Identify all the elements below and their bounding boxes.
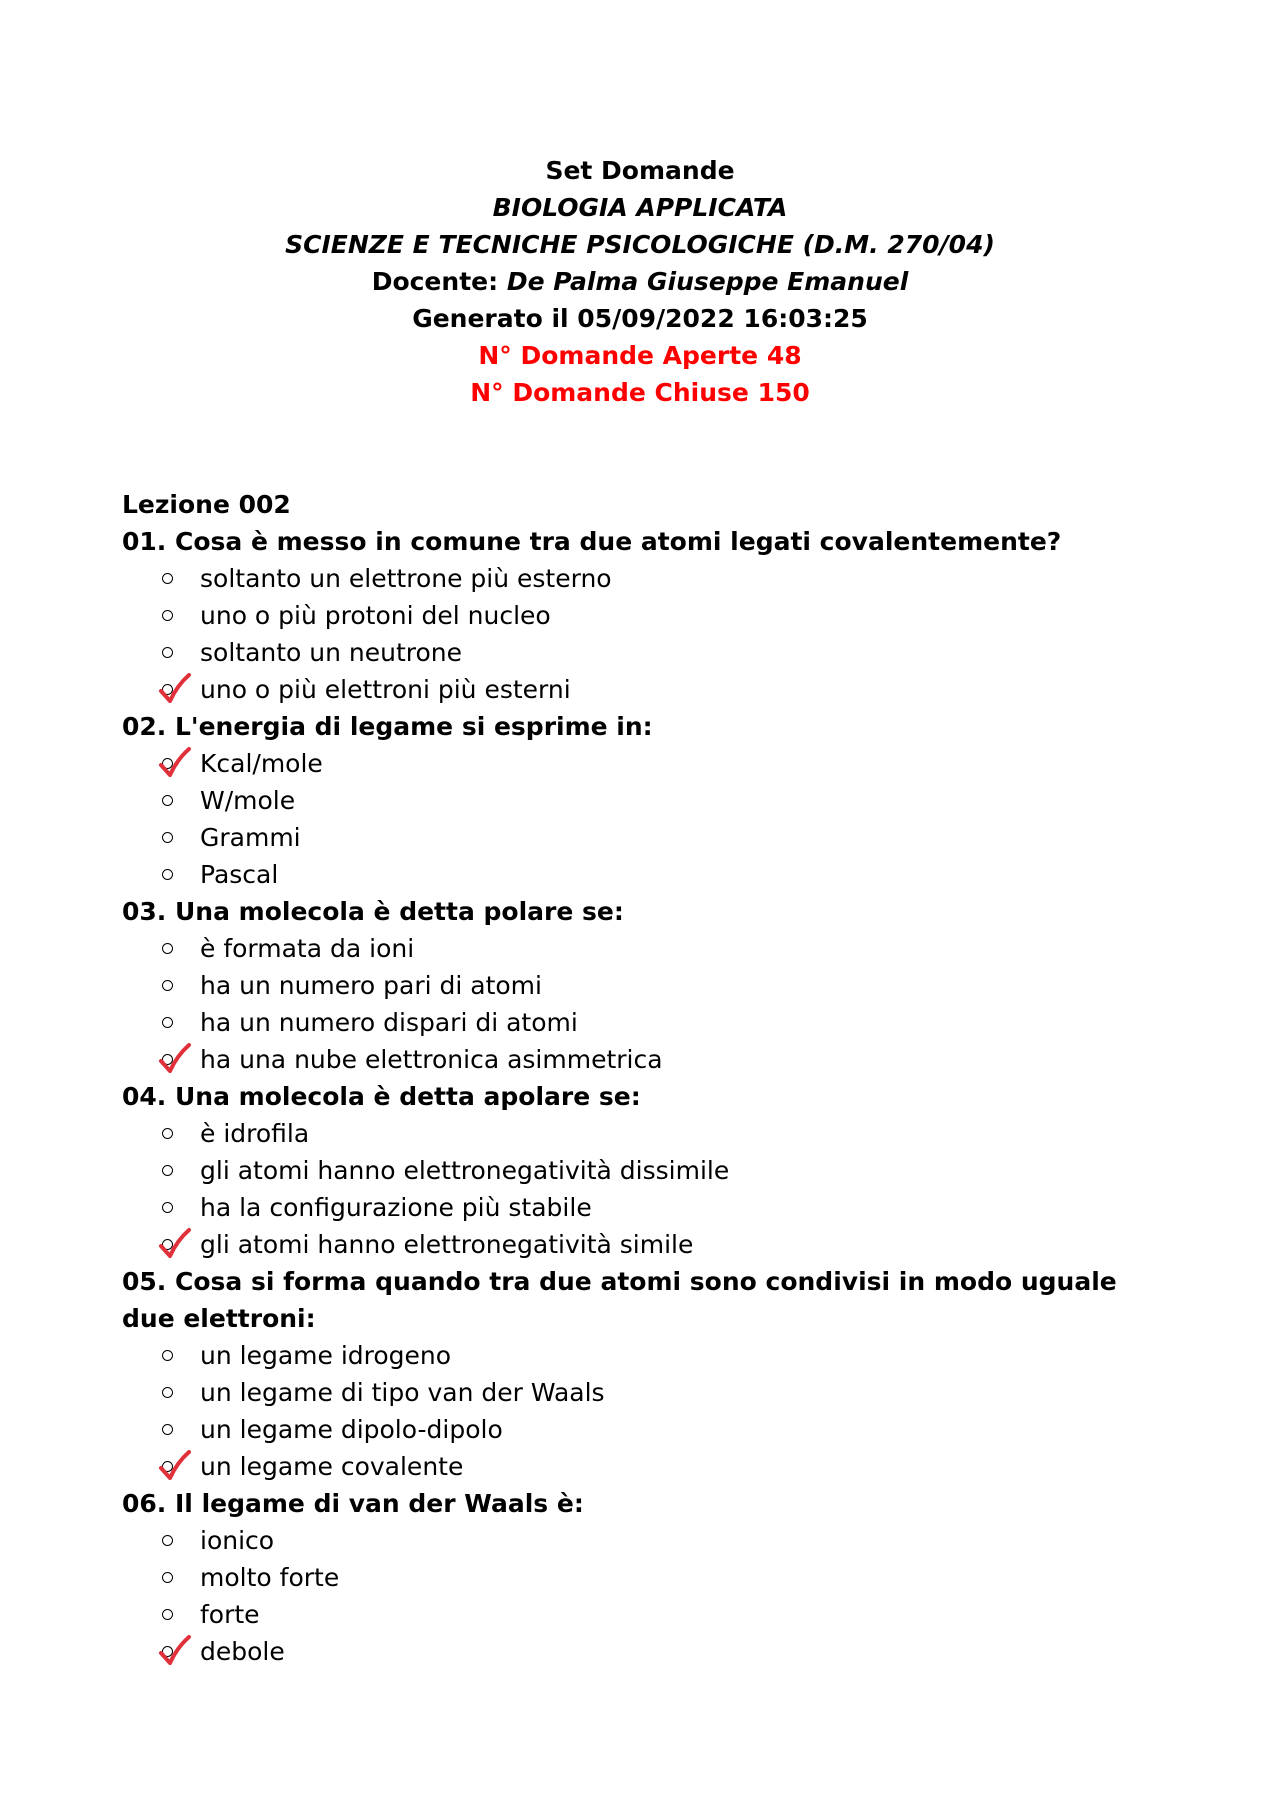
question-text: 06. Il legame di van der Waals è: <box>122 1489 584 1518</box>
answer-text: Pascal <box>200 860 279 889</box>
question-text: 05. Cosa si forma quando tra due atomi sono condivisi in modo uguale due elettroni: <box>122 1267 1117 1333</box>
teacher-label: Docente: <box>371 267 499 296</box>
answer-text: un legame covalente <box>200 1452 464 1481</box>
answer-option <box>122 930 1162 967</box>
answer-text: è idrofila <box>200 1119 310 1148</box>
answer-option <box>122 1115 1162 1152</box>
question-block <box>122 708 1162 893</box>
answer-text: gli atomi hanno elettronegatività simile <box>200 1230 694 1259</box>
teacher-line <box>0 263 1280 300</box>
circle-bullet-icon <box>162 832 173 843</box>
lesson-title: Lezione 002 <box>122 490 291 519</box>
red-checkmark-icon <box>158 747 192 781</box>
circle-bullet-icon <box>162 1387 173 1398</box>
circle-bullet-icon <box>162 1609 173 1620</box>
circle-bullet-icon <box>162 647 173 658</box>
answer-option <box>122 1374 1162 1411</box>
answer-option <box>122 1559 1162 1596</box>
answer-option-correct <box>122 1226 1162 1263</box>
circle-bullet-icon <box>162 795 173 806</box>
question-block <box>122 523 1162 708</box>
circle-bullet-icon <box>162 1165 173 1176</box>
answer-text: è formata da ioni <box>200 934 415 963</box>
teacher-name: De Palma Giuseppe Emanuel <box>506 267 909 296</box>
answer-text: Grammi <box>200 823 301 852</box>
circle-bullet-icon <box>162 1572 173 1583</box>
answer-option <box>122 1152 1162 1189</box>
answer-text: un legame idrogeno <box>200 1341 452 1370</box>
answer-text: soltanto un elettrone più esterno <box>200 564 612 593</box>
circle-bullet-icon <box>162 1202 173 1213</box>
question-text: 02. L'energia di legame si esprime in: <box>122 712 653 741</box>
answer-text: forte <box>200 1600 260 1629</box>
answer-option-correct <box>122 1041 1162 1078</box>
answer-text: W/mole <box>200 786 296 815</box>
course-name: BIOLOGIA APPLICATA <box>492 193 788 222</box>
question-block <box>122 1078 1162 1263</box>
circle-bullet-icon <box>162 1535 173 1546</box>
answer-option <box>122 1337 1162 1374</box>
answer-text: Kcal/mole <box>200 749 323 778</box>
circle-bullet-icon <box>162 610 173 621</box>
answer-text: un legame dipolo-dipolo <box>200 1415 503 1444</box>
answer-option <box>122 1596 1162 1633</box>
answer-option <box>122 597 1162 634</box>
question-text: 04. Una molecola è detta apolare se: <box>122 1082 641 1111</box>
answer-option-correct <box>122 1633 1162 1670</box>
red-checkmark-icon <box>158 1450 192 1484</box>
circle-bullet-icon <box>162 573 173 584</box>
answer-option <box>122 819 1162 856</box>
degree-name: SCIENZE E TECNICHE PSICOLOGICHE (D.M. 270/04) <box>285 230 995 259</box>
question-text: 01. Cosa è messo in comune tra due atomi legati covalentemente? <box>122 527 1062 556</box>
answer-option <box>122 1189 1162 1226</box>
answer-text: ionico <box>200 1526 275 1555</box>
red-checkmark-icon <box>158 1228 192 1262</box>
answer-text: ha una nube elettronica asimmetrica <box>200 1045 663 1074</box>
question-block <box>122 1263 1162 1485</box>
answer-option <box>122 560 1162 597</box>
circle-bullet-icon <box>162 980 173 991</box>
answer-option-correct <box>122 671 1162 708</box>
answer-text: uno o più elettroni più esterni <box>200 675 571 704</box>
answer-text: un legame di tipo van der Waals <box>200 1378 605 1407</box>
circle-bullet-icon <box>162 869 173 880</box>
circle-bullet-icon <box>162 1128 173 1139</box>
answer-option <box>122 782 1162 819</box>
answer-text: soltanto un neutrone <box>200 638 463 667</box>
circle-bullet-icon <box>162 1017 173 1028</box>
circle-bullet-icon <box>162 1350 173 1361</box>
answer-text: ha un numero pari di atomi <box>200 971 542 1000</box>
circle-bullet-icon <box>162 1424 173 1435</box>
answer-text: ha un numero dispari di atomi <box>200 1008 578 1037</box>
question-text: 03. Una molecola è detta polare se: <box>122 897 624 926</box>
answer-option <box>122 634 1162 671</box>
set-title: Set Domande <box>545 156 735 185</box>
answer-text: molto forte <box>200 1563 340 1592</box>
question-list <box>122 523 1162 1670</box>
answer-option <box>122 1411 1162 1448</box>
closed-questions-count: N° Domande Chiuse 150 <box>470 378 810 407</box>
question-block <box>122 1485 1162 1670</box>
red-checkmark-icon <box>158 1043 192 1077</box>
open-questions-count: N° Domande Aperte 48 <box>478 341 802 370</box>
answer-option <box>122 856 1162 893</box>
answer-option-correct <box>122 745 1162 782</box>
answer-text: uno o più protoni del nucleo <box>200 601 551 630</box>
question-block <box>122 893 1162 1078</box>
answer-option <box>122 1004 1162 1041</box>
red-checkmark-icon <box>158 1635 192 1669</box>
answer-option-correct <box>122 1448 1162 1485</box>
circle-bullet-icon <box>162 943 173 954</box>
answer-option <box>122 1522 1162 1559</box>
questions-section <box>122 486 1162 1670</box>
answer-option <box>122 967 1162 1004</box>
generated-date: Generato il 05/09/2022 16:03:25 <box>412 304 868 333</box>
answer-text: gli atomi hanno elettronegatività dissimile <box>200 1156 730 1185</box>
red-checkmark-icon <box>158 673 192 707</box>
document-header <box>0 152 1280 411</box>
answer-text: debole <box>200 1637 285 1666</box>
answer-text: ha la configurazione più stabile <box>200 1193 592 1222</box>
